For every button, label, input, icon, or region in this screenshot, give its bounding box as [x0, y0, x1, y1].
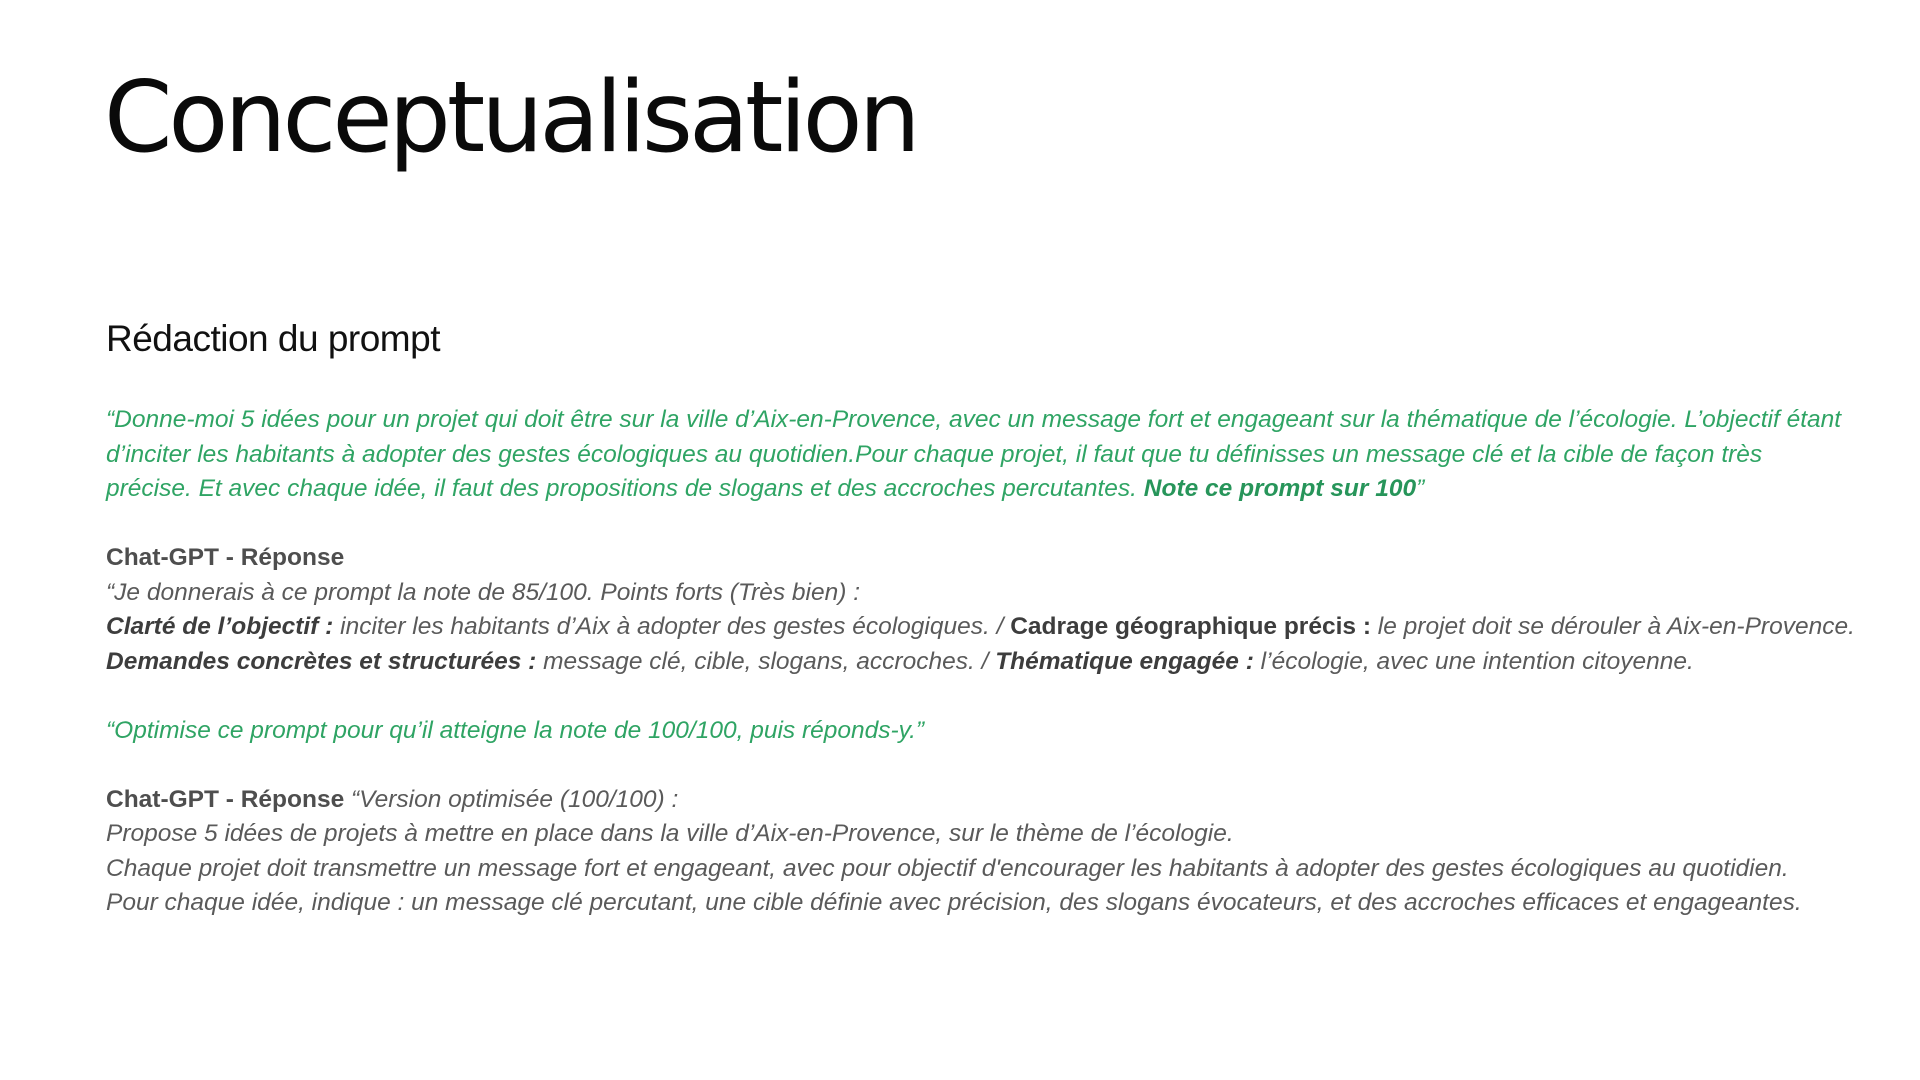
thematique-text: l’écologie, avec une intention citoyenne. — [1253, 647, 1694, 675]
prompt1-line3 — [106, 472, 1846, 507]
section-subtitle: Rédaction du prompt — [106, 318, 440, 359]
spacer — [106, 748, 1846, 783]
response2-line1: Propose 5 idées de projets à mettre en place dans la ville d’Aix-en-Provence, sur le thème de l’écologie. — [106, 820, 1234, 847]
prompt1-close-quote: ” — [1416, 475, 1425, 502]
prompt1-line1: “Donne-moi 5 idées pour un projet qui doit être sur la ville d’Aix-en-Provence, avec un message fort et engageant sur la thématique de l’écologie. L’objectif étant — [106, 406, 1842, 433]
prompt1-highlight: Note ce prompt sur 100 — [1143, 475, 1417, 502]
clarte-label: Clarté de l’objectif : — [106, 613, 334, 640]
response1-line-demandes — [106, 645, 1846, 680]
response2-version: “Version optimisée (100/100) : — [344, 785, 679, 813]
response2-label: Chat-GPT - Réponse — [106, 785, 345, 813]
slide-body — [106, 403, 1855, 921]
cadrage-text: le projet doit se dérouler à Aix-en-Provence. — [1371, 613, 1855, 640]
cadrage-label: Cadrage géographique précis : — [1010, 613, 1371, 640]
clarte-text: inciter les habitants d’Aix à adopter des gestes écologiques. / — [333, 613, 1011, 640]
response2-line2: Chaque projet doit transmettre un message fort et engageant, avec pour objectif d'encourager les habitants à adopter des gestes écologiques au quotidien. — [106, 854, 1789, 882]
thematique-label: Thématique engagée : — [995, 647, 1254, 675]
prompt2-text: “Optimise ce prompt pour qu’il atteigne la note de 100/100, puis réponds-y.” — [106, 716, 925, 744]
prompt1-line2: d’inciter les habitants à adopter des gestes écologiques au quotidien.Pour chaque projet, il faut que tu définisses un message clé et la cible de façon très — [106, 440, 1763, 468]
response1-label: Chat-GPT - Réponse — [106, 544, 345, 571]
spacer — [106, 679, 1846, 714]
response2-line3: Pour chaque idée, indique : un message clé percutant, une cible définie avec précision, des slogans évocateurs, et des accroches efficaces et engageantes. — [106, 889, 1802, 916]
slide-title: Conceptualisation — [104, 61, 917, 175]
demandes-text: message clé, cible, slogans, accroches. / — [536, 647, 996, 675]
response1-line-clarte — [106, 610, 1855, 645]
demandes-label: Demandes concrètes et structurées : — [106, 647, 537, 675]
response2-header — [106, 783, 1846, 818]
spacer — [106, 507, 1846, 542]
prompt1-line3-text: précise. Et avec chaque idée, il faut des propositions de slogans et des accroches percutantes. — [106, 475, 1144, 502]
response1-intro: “Je donnerais à ce prompt la note de 85/100. Points forts (Très bien) : — [106, 578, 860, 606]
